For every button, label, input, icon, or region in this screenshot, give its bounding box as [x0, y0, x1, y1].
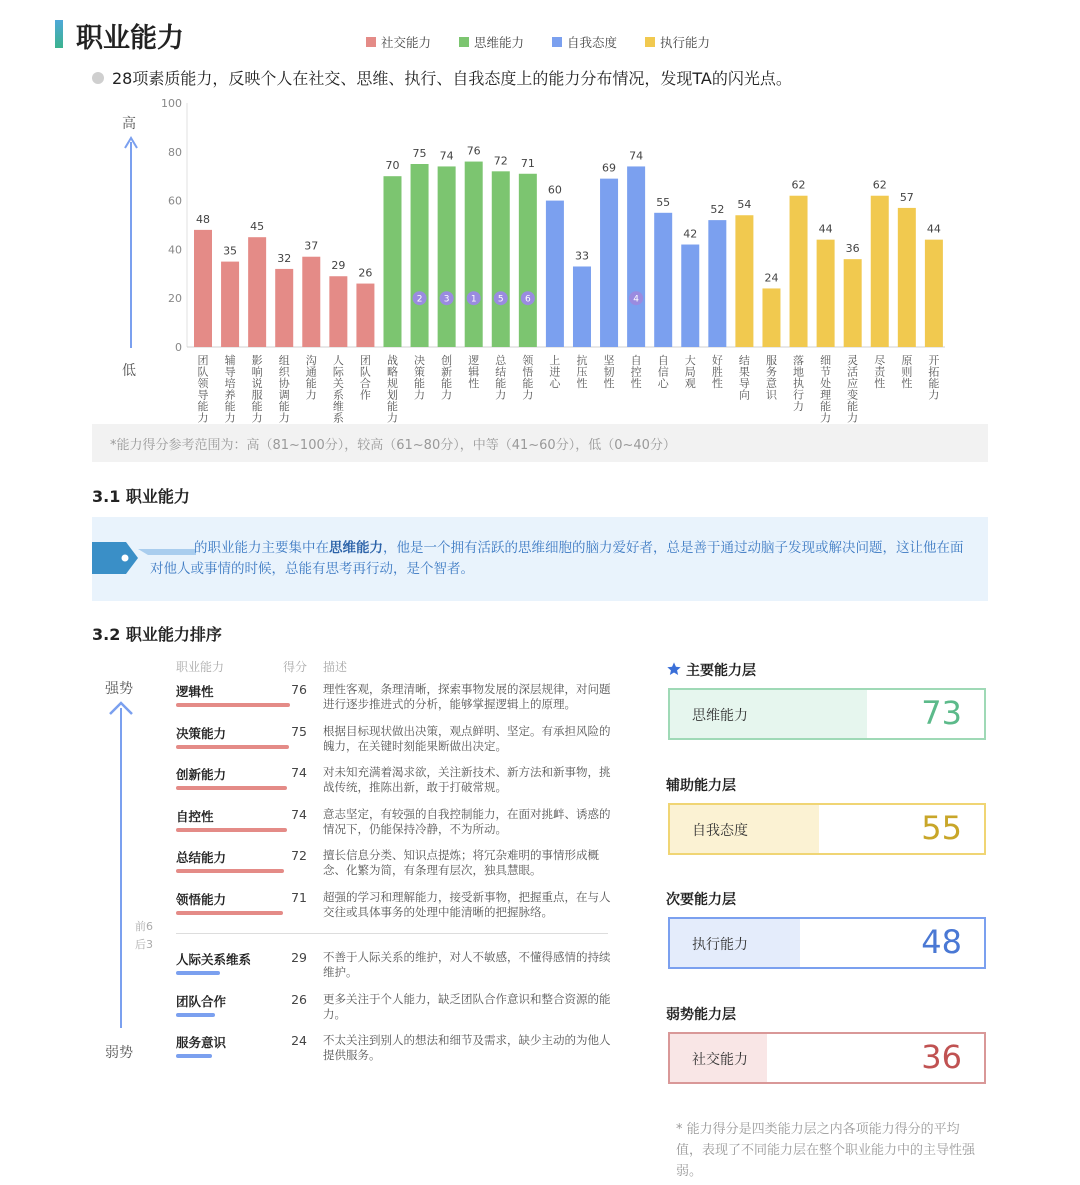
x-tick-label: 开拓能力 — [928, 354, 940, 402]
rank-row-bar — [176, 1054, 212, 1058]
x-tick-label: 沟通能力 — [305, 354, 317, 402]
bar-value-label: 72 — [493, 154, 508, 168]
rank-row-bar — [176, 745, 289, 749]
x-tick-label: 战略规划能力 — [386, 354, 398, 425]
x-tick-label: 抗压性 — [576, 354, 588, 390]
bar-value-label: 62 — [872, 178, 887, 192]
legend-swatch — [366, 37, 376, 47]
x-tick-label: 尽责性 — [874, 354, 886, 390]
bullet-dot-icon — [92, 72, 104, 84]
rank-badge-label: 2 — [416, 294, 423, 305]
layer-label: 社交能力 — [692, 1051, 748, 1068]
legend-label: 执行能力 — [660, 35, 711, 50]
col-head-ability: 职业能力 — [176, 660, 225, 674]
rank-row-name: 领悟能力 — [176, 892, 227, 907]
col-head-desc: 描述 — [323, 660, 348, 674]
subtitle-text: 28项素质能力，反映个人在社交、思维、执行、自我态度上的能力分布情况，发现TA的闪光点。 — [112, 69, 792, 88]
tag-icon — [92, 542, 140, 574]
rank-badge-label: 1 — [470, 294, 477, 305]
bar — [708, 220, 726, 347]
rank-row-desc: 对未知充满着渴求欲，关注新技术、新方法和新事物，挑战传统，推陈出新，敢于打破常规。 — [323, 765, 611, 795]
rank-arrow-icon — [108, 700, 134, 1030]
bar-value-label: 74 — [439, 149, 454, 163]
bar-value-label: 70 — [385, 159, 400, 173]
bar — [465, 162, 483, 347]
layer-label: 执行能力 — [692, 937, 748, 953]
layer-label: 自我态度 — [692, 822, 748, 839]
layer-card — [668, 917, 986, 969]
bar-value-label: 33 — [574, 249, 589, 263]
bar — [221, 262, 239, 347]
bar-value-label: 57 — [899, 190, 914, 204]
x-tick-label: 落地执行力 — [793, 354, 805, 413]
rank-badge-label: 3 — [443, 294, 450, 305]
x-tick-label: 灵活应变能力 — [847, 354, 859, 425]
y-tick-label: 60 — [168, 194, 182, 208]
rank-row-bar — [176, 703, 290, 707]
rank-row-desc: 根据目标现状做出决策，观点鲜明、坚定。有承担风险的魄力，在关键时刻能果断做出决定。 — [323, 723, 611, 753]
bar-value-label: 69 — [602, 161, 617, 175]
layer-title: 主要能力层 — [686, 663, 756, 679]
x-tick-label: 大局观 — [684, 354, 696, 390]
layer-score: 36 — [921, 1037, 962, 1076]
bar-value-label: 44 — [926, 222, 941, 236]
rank-row-score: 74 — [291, 806, 307, 822]
x-tick-label: 结果导向 — [738, 354, 750, 402]
layer-title: 弱势能力层 — [666, 1006, 736, 1023]
x-tick-label: 团队领导能力 — [197, 354, 209, 425]
section-3-1-title: 3.1 职业能力 — [92, 487, 190, 506]
bar-value-label: 60 — [547, 183, 562, 197]
bar-value-label: 71 — [520, 156, 535, 170]
legend-label: 社交能力 — [381, 35, 432, 50]
bar — [519, 174, 537, 347]
bar — [275, 269, 293, 347]
x-tick-label: 辅导培养能力 — [224, 354, 236, 425]
bar — [573, 266, 591, 347]
bar — [194, 230, 212, 347]
x-tick-label: 人际关系维系 — [332, 354, 344, 425]
rank-weak-label: 弱势 — [105, 1045, 133, 1061]
bar — [762, 288, 780, 347]
rank-row-name: 人际关系维系 — [176, 952, 252, 967]
section-3-2-title: 3.2 职业能力排序 — [92, 625, 222, 644]
score-note: *能力得分参考范围为：高（81~100分），较高（61~80分），中等（41~60分），低（0~40分） — [110, 438, 676, 453]
bar-value-label: 62 — [791, 178, 806, 192]
bar — [411, 164, 429, 347]
rank-row-name: 团队合作 — [176, 993, 227, 1009]
layer-title: 次要能力层 — [666, 892, 736, 908]
rank-row-desc: 意志坚定，有较强的自我控制能力，在面对挑衅、诱惑的情况下，仍能保持冷静，不为所动。 — [323, 806, 611, 836]
layer-score: 48 — [921, 923, 962, 961]
x-tick-label: 服务意识 — [765, 354, 777, 402]
x-tick-label: 创新能力 — [441, 354, 453, 402]
layer-score: 73 — [921, 694, 962, 732]
x-tick-label: 逻辑性 — [468, 354, 480, 390]
rank-row-desc: 不太关注到别人的想法和细节及需求，缺少主动的为他人提供服务。 — [323, 1033, 611, 1063]
bar — [302, 257, 320, 347]
legend-label: 思维能力 — [474, 35, 525, 50]
bar-value-label: 35 — [223, 244, 238, 258]
rank-row-desc: 更多关注于个人能力，缺乏团队合作意识和整合资源的能力。 — [323, 991, 611, 1021]
bar — [627, 166, 645, 347]
bar — [817, 240, 835, 347]
legend-item — [366, 33, 431, 51]
layer-card — [668, 803, 986, 855]
chart-legend — [366, 33, 710, 51]
bar-value-label: 42 — [683, 227, 698, 241]
y-tick-label: 0 — [175, 341, 182, 354]
rank-row-score: 74 — [291, 765, 307, 781]
bar — [925, 240, 943, 347]
bar-value-label: 48 — [196, 212, 210, 226]
bar-value-label: 75 — [412, 147, 427, 160]
bar — [356, 284, 374, 347]
rank-row-score: 26 — [291, 991, 307, 1007]
x-tick-label: 上进心 — [549, 354, 561, 390]
x-tick-label: 自控性 — [630, 354, 642, 390]
split-bottom-label: 后3 — [135, 938, 153, 951]
rank-strong-label: 强势 — [105, 681, 133, 697]
x-tick-label: 决策能力 — [414, 354, 426, 402]
summary-text: 的职业能力主要集中在思维能力，他是一个拥有活跃的思维细胞的脑力爱好者，总是善于通过动脑子发现或解决问题，这让他在面对他人或事情的时候，总能有思考再行动，是个智者。 — [150, 540, 964, 577]
layer-footnote: * 能力得分是四类能力层之内各项能力得分的平均值，表现了不同能力层在整个职业能力中的主导性强弱。 — [676, 1122, 976, 1179]
x-tick-label: 坚韧性 — [603, 354, 615, 390]
bar — [898, 208, 916, 347]
rank-row-bar — [176, 971, 220, 975]
rank-row-bar — [176, 828, 287, 832]
bar-value-label: 55 — [656, 195, 671, 209]
axis-low-label: 低 — [122, 363, 136, 379]
bar-value-label: 74 — [629, 149, 644, 163]
bar — [248, 237, 266, 347]
x-tick-label: 影响说服能力 — [251, 354, 263, 425]
x-tick-label: 领悟能力 — [522, 354, 534, 402]
y-tick-label: 20 — [168, 292, 182, 306]
rank-row-score: 24 — [291, 1033, 307, 1049]
axis-high-label: 高 — [122, 116, 136, 132]
legend-swatch — [645, 37, 655, 47]
rank-row-bar — [176, 786, 287, 790]
bar — [681, 245, 699, 347]
chart-axis-arrow-icon — [118, 136, 144, 348]
legend-swatch — [459, 37, 469, 47]
rank-row-desc: 超强的学习和理解能力，接受新事物，把握重点，在与人交往或具体事务的处理中能清晰的把握脉络。 — [323, 890, 611, 919]
bar — [600, 179, 618, 347]
layer-title: 辅助能力层 — [666, 777, 736, 794]
bar-value-label: 54 — [737, 198, 752, 212]
rank-row-score: 76 — [291, 682, 307, 697]
bar-value-label: 36 — [845, 242, 860, 256]
rank-row-bar — [176, 911, 283, 915]
chart-subtitle — [92, 66, 792, 89]
bar — [329, 276, 347, 347]
rank-row-name: 逻辑性 — [176, 684, 214, 699]
rank-row-name: 总结能力 — [176, 850, 227, 866]
rank-row-score: 71 — [291, 890, 307, 905]
bar — [790, 196, 808, 347]
bar — [546, 201, 564, 347]
layer-card — [668, 688, 986, 740]
bar-value-label: 26 — [358, 266, 373, 280]
legend-label: 自我态度 — [567, 35, 618, 50]
rank-badge-label: 6 — [524, 294, 531, 305]
rank-row-name: 自控性 — [176, 808, 214, 824]
y-tick-label: 80 — [168, 145, 182, 159]
split-divider — [176, 933, 608, 934]
ability-bar-chart — [0, 90, 1000, 430]
bar-value-label: 24 — [764, 271, 779, 285]
x-tick-label: 团队合作 — [359, 354, 371, 402]
legend-item — [552, 33, 617, 51]
bar-value-label: 29 — [331, 259, 346, 273]
rank-badge-label: 4 — [633, 294, 639, 305]
legend-item — [645, 33, 710, 51]
rank-badge-label: 5 — [497, 294, 504, 305]
legend-item — [459, 33, 524, 51]
rank-row-name: 创新能力 — [176, 767, 227, 783]
bar-value-label: 37 — [304, 239, 319, 253]
summary-highlight: 思维能力 — [329, 540, 383, 556]
rank-row-desc: 擅长信息分类、知识点提炼；将冗杂难明的事情形成概念、化繁为简，有条理有层次，独具慧眼。 — [323, 848, 599, 878]
rank-row-desc: 理性客观，条理清晰，探索事物发展的深层规律，对问题进行逐步推进式的分析，能够掌握逻辑上的原理。 — [323, 682, 611, 711]
layer-card — [668, 1032, 986, 1084]
x-tick-label: 总结能力 — [495, 354, 507, 402]
x-tick-label: 细节处理能力 — [820, 354, 832, 425]
bar-value-label: 76 — [466, 144, 481, 158]
layer-score: 55 — [921, 808, 962, 847]
bar — [654, 213, 672, 347]
x-tick-label: 好胜性 — [711, 354, 723, 390]
y-tick-label: 40 — [168, 243, 182, 257]
y-tick-label: 100 — [161, 97, 182, 110]
bar-value-label: 45 — [250, 220, 265, 234]
layer-label: 思维能力 — [692, 708, 748, 724]
split-top-label: 前6 — [135, 920, 153, 933]
x-tick-label: 组织协调能力 — [278, 354, 290, 425]
bar-value-label: 44 — [818, 222, 833, 236]
x-tick-label: 原则性 — [901, 354, 913, 390]
rank-row-bar — [176, 1013, 215, 1017]
bar — [383, 176, 401, 347]
bar — [438, 166, 456, 347]
title-accent-bar — [55, 20, 63, 48]
legend-swatch — [552, 37, 562, 47]
rank-row-name: 决策能力 — [176, 725, 227, 741]
rank-row-desc: 不善于人际关系的维护，对人不敏感，不懂得感情的持续维护。 — [323, 950, 611, 979]
rank-row-bar — [176, 869, 284, 873]
bar-value-label: 52 — [710, 203, 725, 217]
bar — [871, 196, 889, 347]
star-icon — [666, 661, 682, 677]
page-title: 职业能力 — [76, 23, 184, 54]
bar-value-label: 32 — [277, 251, 292, 265]
rank-row-score: 29 — [291, 950, 307, 965]
rank-row-name: 服务意识 — [176, 1035, 227, 1051]
x-tick-label: 自信心 — [657, 354, 669, 390]
rank-row-score: 75 — [291, 723, 307, 739]
bar — [735, 215, 753, 347]
bar — [492, 171, 510, 347]
bar — [844, 259, 862, 347]
rank-row-score: 72 — [291, 848, 307, 864]
col-head-score: 得分 — [283, 660, 308, 674]
